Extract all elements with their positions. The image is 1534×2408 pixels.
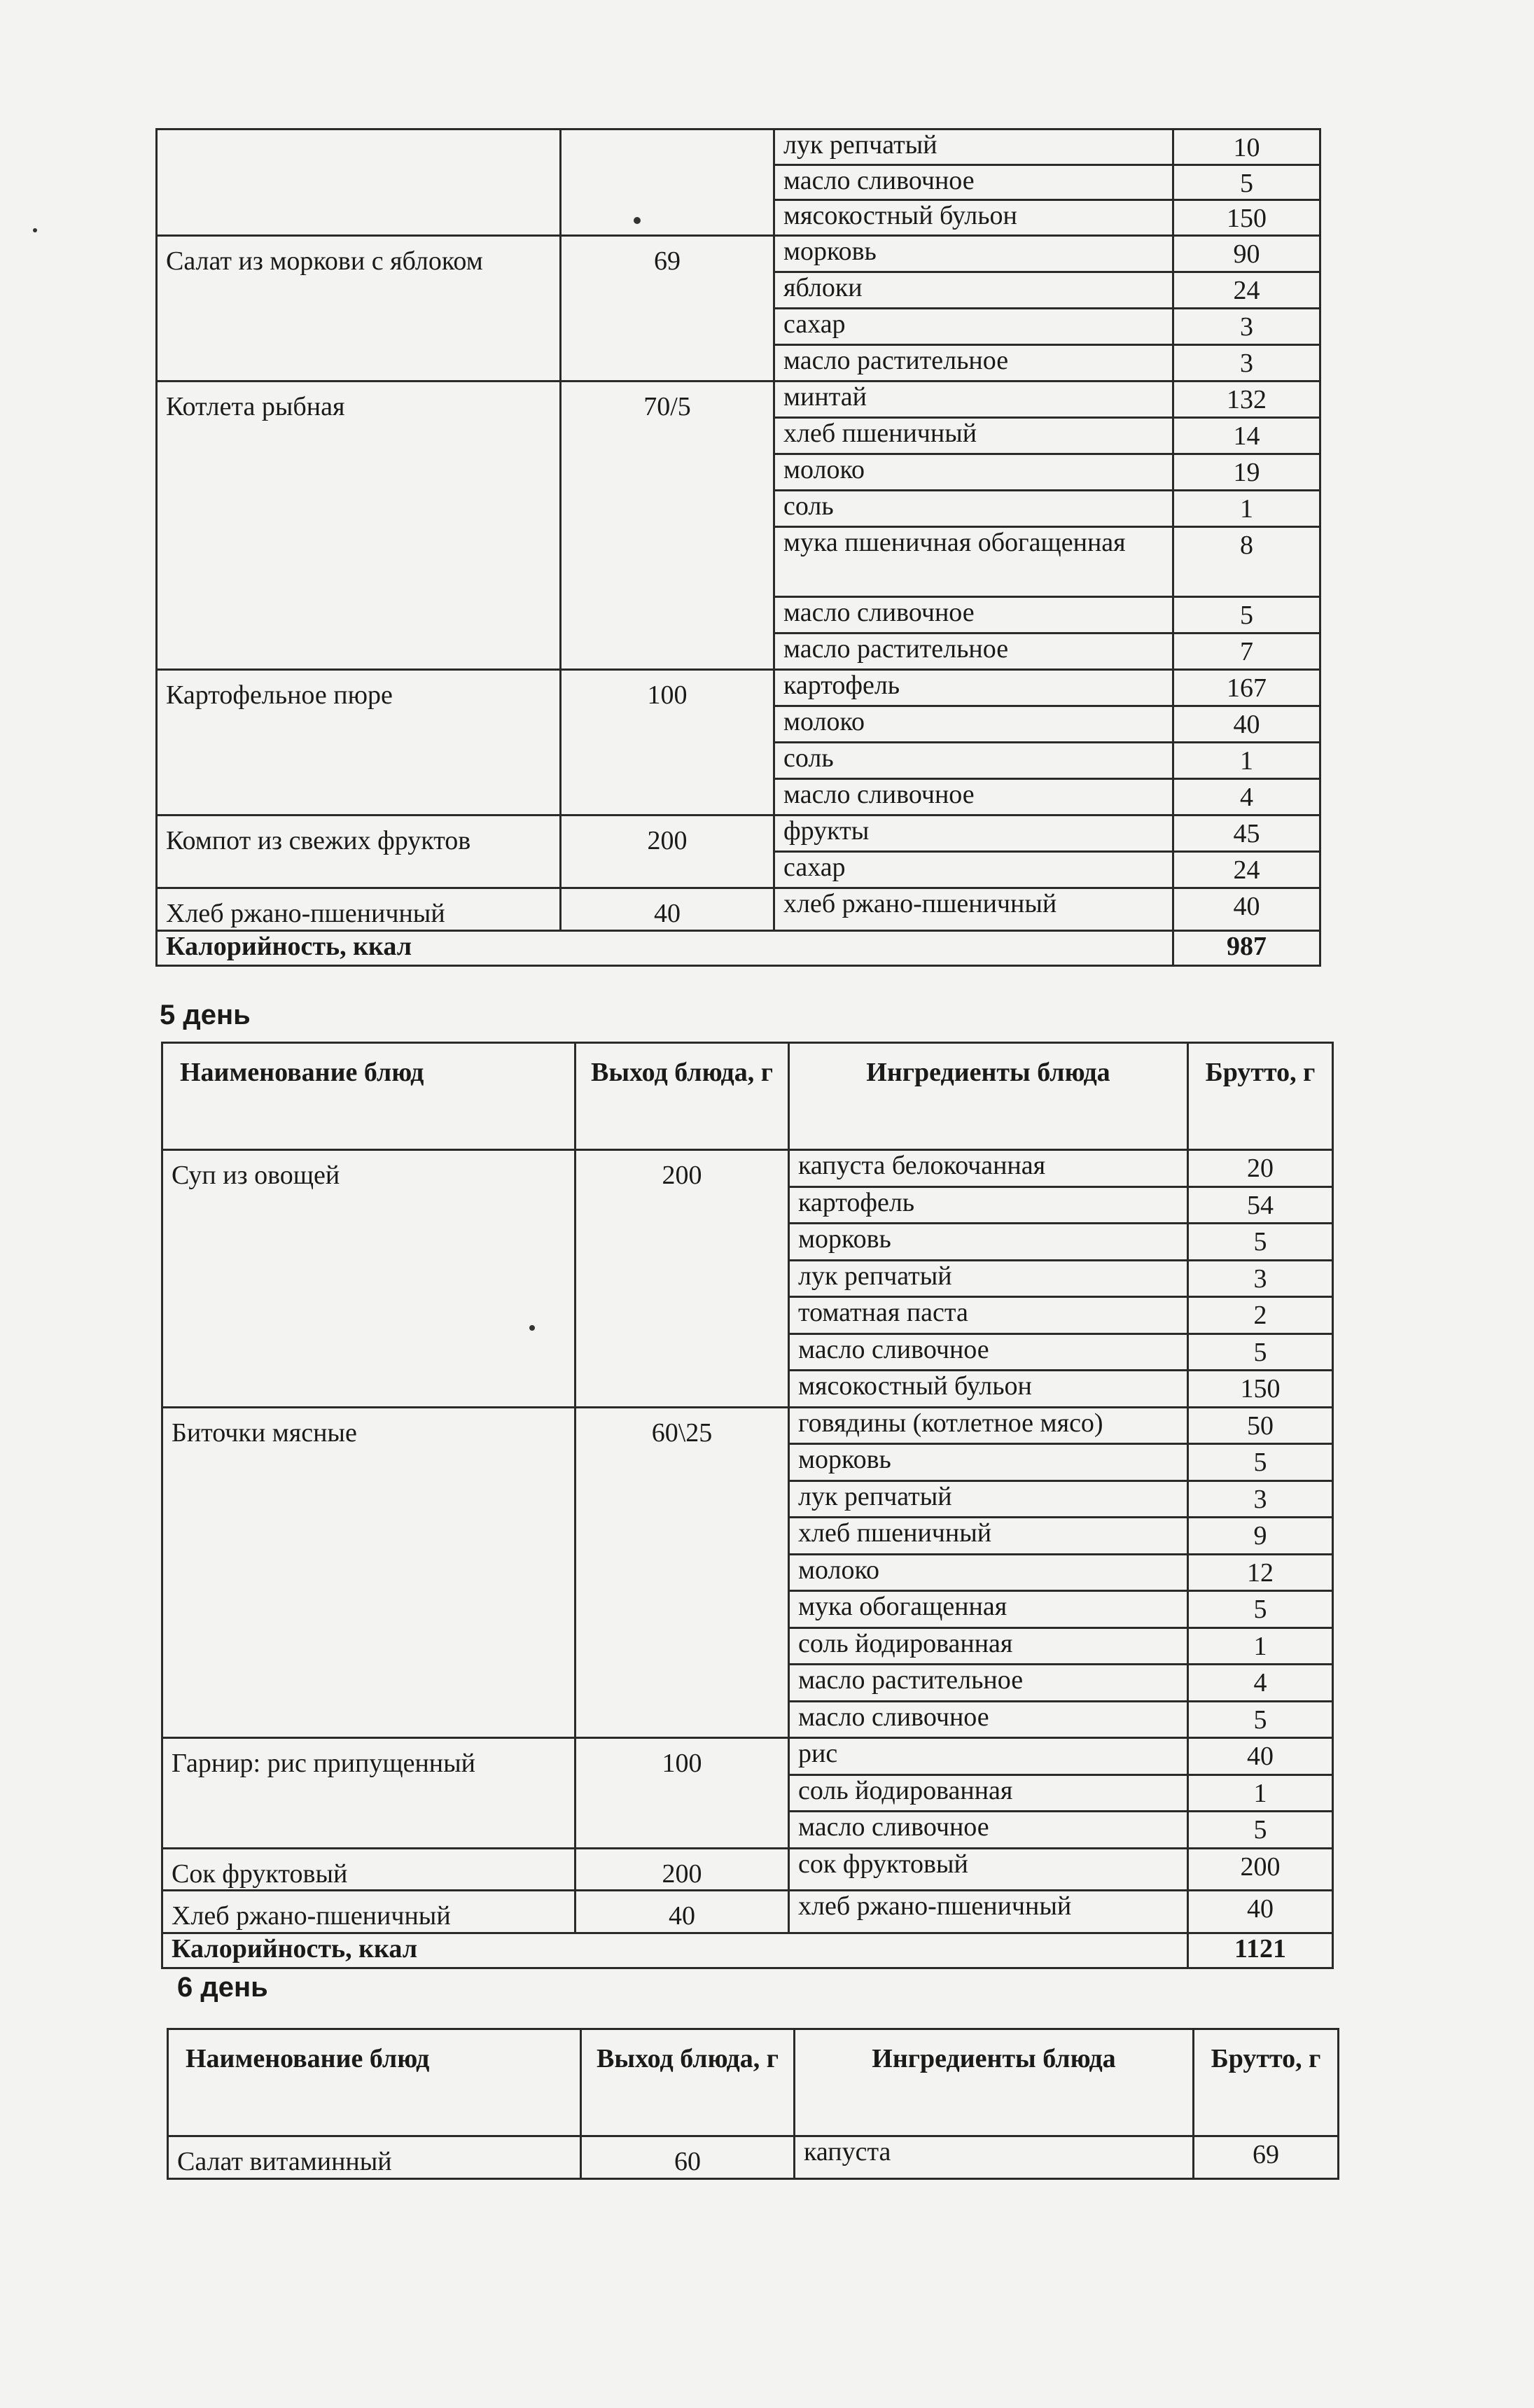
dish-output: 70/5 (561, 382, 774, 670)
ingredient-name: хлеб пшеничный (789, 1518, 1188, 1555)
day6-menu-table (167, 2028, 1339, 2180)
ingredient-brutto: 19 (1173, 454, 1320, 491)
ingredient-brutto: 1 (1188, 1628, 1333, 1665)
ingredient-brutto: 167 (1173, 670, 1320, 706)
ingredient-name: мука обогащенная (789, 1591, 1188, 1628)
header-brutto: Брутто, г (1194, 2029, 1339, 2136)
ingredient-name: сахар (774, 852, 1173, 888)
ingredient-brutto: 90 (1173, 236, 1320, 272)
header-ingredients: Ингредиенты блюда (789, 1043, 1188, 1150)
ingredient-name: хлеб ржано-пшеничный (774, 888, 1173, 931)
ingredient-brutto: 40 (1173, 706, 1320, 743)
ingredient-name: сахар (774, 309, 1173, 345)
ingredient-row (157, 816, 1320, 852)
ingredient-name: морковь (789, 1444, 1188, 1481)
dish-output: 100 (561, 670, 774, 816)
scan-speck (33, 228, 37, 232)
calorie-total-row (157, 930, 1320, 965)
ingredient-row (157, 670, 1320, 706)
header-ingredients: Ингредиенты блюда (795, 2029, 1194, 2136)
ingredient-brutto: 69 (1194, 2136, 1339, 2179)
ingredient-brutto: 3 (1188, 1260, 1333, 1297)
ingredient-row (162, 1848, 1333, 1891)
ingredient-brutto: 3 (1173, 309, 1320, 345)
dish-output: 100 (576, 1738, 789, 1849)
ingredient-name: масло сливочное (774, 779, 1173, 816)
ingredient-brutto: 5 (1188, 1334, 1333, 1371)
ingredient-row (157, 382, 1320, 418)
dish-output: 40 (561, 888, 774, 931)
ingredient-name: мука пшеничная обогащенная (774, 527, 1173, 597)
dish-name: Гарнир: рис припущенный (162, 1738, 576, 1849)
ingredient-name: лук репчатый (774, 130, 1173, 165)
ingredient-brutto: 2 (1188, 1297, 1333, 1334)
header-dish-name: Наименование блюд (162, 1043, 576, 1150)
calorie-total-value: 987 (1173, 930, 1320, 965)
ingredient-brutto: 200 (1188, 1848, 1333, 1891)
ingredient-name: масло сливочное (789, 1812, 1188, 1849)
ingredient-brutto: 3 (1173, 345, 1320, 382)
day5-heading: 5 день (160, 1000, 251, 1030)
ingredient-name: капуста белокочанная (789, 1150, 1188, 1187)
ingredient-row (168, 2136, 1339, 2179)
dish-output: 60 (581, 2136, 795, 2179)
dish-output-continued (561, 130, 774, 236)
header-output: Выход блюда, г (581, 2029, 795, 2136)
ingredient-name: фрукты (774, 816, 1173, 852)
ingredient-name: капуста (795, 2136, 1194, 2179)
ingredient-brutto: 40 (1188, 1891, 1333, 1933)
ingredient-name: минтай (774, 382, 1173, 418)
ingredient-name: хлеб ржано-пшеничный (789, 1891, 1188, 1933)
ingredient-name: мясокостный бульон (789, 1371, 1188, 1408)
ingredient-brutto: 20 (1188, 1150, 1333, 1187)
ingredient-row (157, 236, 1320, 272)
ingredient-brutto: 14 (1173, 418, 1320, 454)
ingredient-name: масло растительное (774, 345, 1173, 382)
table-header-row (168, 2029, 1339, 2136)
calorie-total-label: Калорийность, ккал (162, 1933, 1188, 1968)
dish-output: 69 (561, 236, 774, 382)
ingredient-name: яблоки (774, 272, 1173, 309)
ingredient-brutto: 5 (1188, 1444, 1333, 1481)
ingredient-name: морковь (789, 1224, 1188, 1261)
ingredient-brutto: 4 (1188, 1665, 1333, 1702)
dish-name: Салат из моркови с яблоком (157, 236, 561, 382)
ingredient-brutto: 3 (1188, 1480, 1333, 1518)
ingredient-brutto: 5 (1188, 1591, 1333, 1628)
dish-output: 200 (576, 1848, 789, 1891)
ingredient-brutto: 7 (1173, 634, 1320, 670)
dish-name-continued (157, 130, 561, 236)
ingredient-brutto: 1 (1173, 491, 1320, 527)
ingredient-name: лук репчатый (789, 1260, 1188, 1297)
dish-name: Биточки мясные (162, 1407, 576, 1738)
ingredient-brutto: 24 (1173, 272, 1320, 309)
calorie-total-value: 1121 (1188, 1933, 1333, 1968)
ingredient-brutto: 5 (1173, 164, 1320, 200)
ingredient-brutto: 5 (1188, 1224, 1333, 1261)
ingredient-name: соль йодированная (789, 1774, 1188, 1812)
header-output: Выход блюда, г (576, 1043, 789, 1150)
dish-output: 40 (576, 1891, 789, 1933)
dish-name: Компот из свежих фруктов (157, 816, 561, 888)
ingredient-name: масло сливочное (789, 1701, 1188, 1738)
scan-speck (529, 1325, 535, 1331)
header-dish-name: Наименование блюд (168, 2029, 581, 2136)
ingredient-name: говядины (котлетное мясо) (789, 1407, 1188, 1444)
ingredient-brutto: 150 (1173, 200, 1320, 236)
ingredient-brutto: 1 (1173, 743, 1320, 779)
ingredient-brutto: 12 (1188, 1554, 1333, 1591)
ingredient-name: сок фруктовый (789, 1848, 1188, 1891)
ingredient-brutto: 40 (1173, 888, 1320, 931)
ingredient-name: томатная паста (789, 1297, 1188, 1334)
ingredient-name: молоко (789, 1554, 1188, 1591)
day4-menu-table (155, 128, 1321, 967)
ingredient-name: молоко (774, 706, 1173, 743)
ingredient-row (162, 1407, 1333, 1444)
ingredient-row (162, 1891, 1333, 1933)
dish-output: 200 (561, 816, 774, 888)
header-brutto: Брутто, г (1188, 1043, 1333, 1150)
ingredient-name: мясокостный бульон (774, 200, 1173, 236)
dish-name: Суп из овощей (162, 1150, 576, 1408)
day6-heading: 6 день (177, 1972, 268, 2003)
ingredient-name: картофель (789, 1186, 1188, 1224)
ingredient-brutto: 45 (1173, 816, 1320, 852)
ingredient-name: лук репчатый (789, 1480, 1188, 1518)
ingredient-brutto: 8 (1173, 527, 1320, 597)
ingredient-name: масло сливочное (774, 164, 1173, 200)
ingredient-name: масло сливочное (789, 1334, 1188, 1371)
ingredient-name: молоко (774, 454, 1173, 491)
calorie-total-label: Калорийность, ккал (157, 930, 1173, 965)
ingredient-brutto: 9 (1188, 1518, 1333, 1555)
ingredient-name: масло растительное (789, 1665, 1188, 1702)
dish-name: Хлеб ржано-пшеничный (157, 888, 561, 931)
day5-menu-table (161, 1042, 1334, 1969)
ingredient-name: морковь (774, 236, 1173, 272)
dish-name: Салат витаминный (168, 2136, 581, 2179)
calorie-total-row (162, 1933, 1333, 1968)
dish-output: 60\25 (576, 1407, 789, 1738)
ingredient-name: масло сливочное (774, 597, 1173, 634)
ingredient-name: масло растительное (774, 634, 1173, 670)
ingredient-brutto: 1 (1188, 1774, 1333, 1812)
ingredient-brutto: 150 (1188, 1371, 1333, 1408)
ingredient-brutto: 132 (1173, 382, 1320, 418)
ingredient-brutto: 10 (1173, 130, 1320, 165)
ingredient-name: соль йодированная (789, 1628, 1188, 1665)
dish-name: Хлеб ржано-пшеничный (162, 1891, 576, 1933)
ingredient-name: соль (774, 491, 1173, 527)
ingredient-row (162, 1738, 1333, 1775)
dish-output: 200 (576, 1150, 789, 1408)
ingredient-row (157, 130, 1320, 165)
ingredient-brutto: 5 (1188, 1812, 1333, 1849)
ingredient-name: соль (774, 743, 1173, 779)
ingredient-brutto: 5 (1173, 597, 1320, 634)
ingredient-row (162, 1150, 1333, 1187)
ingredient-name: картофель (774, 670, 1173, 706)
ingredient-brutto: 54 (1188, 1186, 1333, 1224)
ingredient-row (157, 888, 1320, 931)
ingredient-brutto: 24 (1173, 852, 1320, 888)
ingredient-brutto: 50 (1188, 1407, 1333, 1444)
table-header-row (162, 1043, 1333, 1150)
ingredient-name: рис (789, 1738, 1188, 1775)
scan-speck (634, 217, 641, 224)
ingredient-name: хлеб пшеничный (774, 418, 1173, 454)
ingredient-brutto: 40 (1188, 1738, 1333, 1775)
dish-name: Сок фруктовый (162, 1848, 576, 1891)
ingredient-brutto: 4 (1173, 779, 1320, 816)
dish-name: Картофельное пюре (157, 670, 561, 816)
ingredient-brutto: 5 (1188, 1701, 1333, 1738)
dish-name: Котлета рыбная (157, 382, 561, 670)
